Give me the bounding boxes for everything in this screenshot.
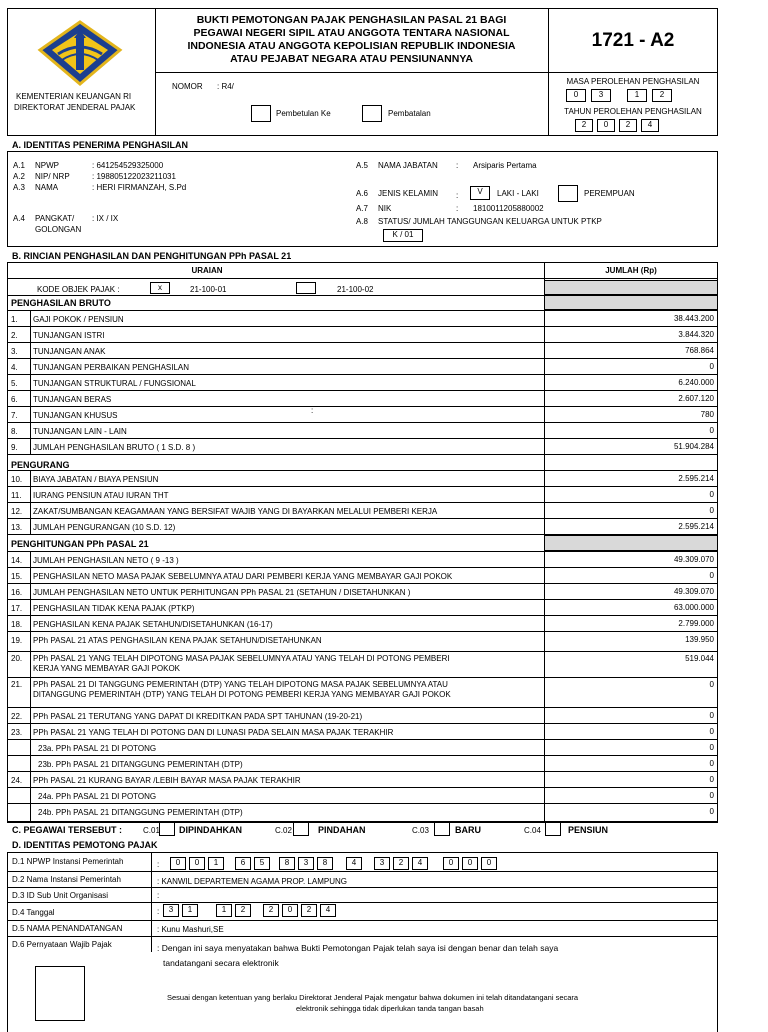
pindahan-checkbox[interactable]: [293, 822, 309, 836]
section-d-title: D. IDENTITAS PEMOTONG PAJAK: [12, 840, 158, 850]
row-amount: 0: [709, 743, 714, 752]
a4-label: PANGKAT/: [35, 214, 75, 223]
dipindahkan-checkbox[interactable]: [159, 822, 175, 836]
tanggal-digit: 2: [301, 904, 317, 917]
row-number: 3.: [11, 347, 18, 356]
row-label: PENGHASILAN TIDAK KENA PAJAK (PTKP): [33, 604, 195, 613]
male-label: LAKI - LAKI: [497, 189, 539, 198]
row-number: 19.: [11, 636, 23, 645]
tahun-digit: 2: [619, 119, 637, 132]
row-number: 10.: [11, 475, 23, 484]
signature-box: [35, 966, 85, 1021]
pembetulan-label: Pembetulan Ke: [276, 109, 331, 118]
female-checkbox[interactable]: [558, 185, 578, 202]
djp-logo: [36, 20, 124, 86]
row-label: PPh PASAL 21 KURANG BAYAR /LEBIH BAYAR MASA PAJAK TERAKHIR: [33, 776, 301, 785]
masa-digit: 1: [627, 89, 647, 102]
kode1-label: 21-100-01: [190, 285, 227, 294]
section-b-title: B. RINCIAN PENGHASILAN DAN PENGHITUNGAN PPh PASAL 21: [12, 251, 292, 261]
form-title-2: PEGAWAI NEGERI SIPIL ATAU ANGGOTA TENTARA NASIONAL: [193, 27, 510, 39]
row-number: 14.: [11, 556, 23, 565]
row-amount: 0: [709, 426, 714, 435]
a6-sep: :: [456, 191, 459, 200]
row-label: 23a. PPh PASAL 21 DI POTONG: [38, 744, 157, 753]
shade-pph: [544, 535, 718, 551]
row-label: GAJI POKOK / PENSIUN: [33, 315, 124, 324]
row-label: PPh PASAL 21 DI TANGGUNG PEMERINTAH (DTP) YANG TELAH DIPOTONG MASA PAJAK SEBELUMNYA ATAU: [33, 680, 448, 689]
pensiun-label: PENSIUN: [568, 825, 609, 835]
npwp-instansi-digit: 0: [462, 857, 478, 870]
kode-objek-label: KODE OBJEK PAJAK :: [37, 285, 120, 294]
row-label: TUNJANGAN STRUKTURAL / FUNGSIONAL: [33, 379, 196, 388]
row-amount: 49.309.070: [673, 587, 714, 596]
npwp-instansi-digit: 0: [170, 857, 186, 870]
pembatalan-label: Pembatalan: [388, 109, 431, 118]
pengurang-heading: PENGURANG: [11, 460, 70, 470]
npwp-instansi-digit: 8: [279, 857, 295, 870]
d4-colon: :: [157, 907, 160, 916]
pembatalan-checkbox[interactable]: [362, 105, 382, 122]
a5-code: A.5: [356, 161, 369, 170]
a4-code: A.4: [13, 214, 26, 223]
a2-code: A.2: [13, 172, 26, 181]
row-amount: 780: [700, 410, 714, 419]
npwp-instansi-digit: 1: [208, 857, 224, 870]
row-number: 7.: [11, 411, 18, 420]
tahun-digit: 0: [597, 119, 615, 132]
row-amount: 2.799.000: [678, 619, 714, 628]
penandatangan-value: : Kunu Mashuri,SE: [157, 925, 224, 934]
footer-line1: Sesuai dengan ketentuan yang berlaku Direktorat Jenderal Pajak mengatur bahwa dokumen ini telah ditandatangani secara: [167, 993, 579, 1002]
npwp-instansi-digit: 4: [412, 857, 428, 870]
row-label: PPh PASAL 21 TERUTANG YANG DAPAT DI KREDITKAN PADA SPT TAHUNAN (19-20-21): [33, 712, 363, 721]
row-amount: 0: [709, 571, 714, 580]
row-number: 18.: [11, 620, 23, 629]
row-number: 12.: [11, 507, 23, 516]
kode2-label: 21-100-02: [337, 285, 374, 294]
stray-colon: :: [311, 406, 314, 415]
tanggal-digit: 1: [182, 904, 198, 917]
nama-value: : HERI FIRMANZAH, S.Pd: [92, 183, 187, 192]
pph-heading: PENGHITUNGAN PPh PASAL 21: [11, 539, 149, 549]
row-amount: 2.595.214: [678, 522, 714, 531]
tahun-digit: 4: [641, 119, 659, 132]
a5-label: NAMA JABATAN: [378, 161, 438, 170]
a1-code: A.1: [13, 161, 26, 170]
row-label: JUMLAH PENGHASILAN NETO ( 9 -13 ): [33, 556, 179, 565]
a7-sep: :: [456, 204, 459, 213]
row-number: 21.: [11, 680, 23, 689]
row-number: 16.: [11, 588, 23, 597]
tanggal-digit: 2: [235, 904, 251, 917]
tanggal-digit: 0: [282, 904, 298, 917]
row-label: ZAKAT/SUMBANGAN KEAGAMAAN YANG BERSIFAT WAJIB YANG DI BAYARKAN MELALUI PEMBERI KERJA: [33, 507, 438, 516]
bruto-heading: PENGHASILAN BRUTO: [11, 298, 111, 308]
a7-code: A.7: [356, 204, 369, 213]
instansi-value: : KANWIL DEPARTEMEN AGAMA PROP. LAMPUNG: [157, 877, 347, 886]
row-label: TUNJANGAN LAIN - LAIN: [33, 427, 127, 436]
row-label: TUNJANGAN PERBAIKAN PENGHASILAN: [33, 363, 190, 372]
pembetulan-checkbox[interactable]: [251, 105, 271, 122]
tanggal-digit: 4: [320, 904, 336, 917]
npwp-instansi-digit: 0: [189, 857, 205, 870]
row-amount: 0: [709, 711, 714, 720]
npwp-instansi-digit: 0: [481, 857, 497, 870]
npwp-instansi-digit: 3: [374, 857, 390, 870]
row-number: 11.: [11, 491, 22, 500]
c03-code: C.03: [412, 826, 429, 835]
row-amount: 2.595.214: [678, 474, 714, 483]
npwp-instansi-digit: 8: [317, 857, 333, 870]
jabatan-value: Arsiparis Pertama: [473, 161, 537, 170]
row-number: 22.: [11, 712, 23, 721]
row-label: 23b. PPh PASAL 21 DITANGGUNG PEMERINTAH (DTP): [38, 760, 243, 769]
row-amount: 0: [709, 759, 714, 768]
row-number: 2.: [11, 331, 18, 340]
row-number: 15.: [11, 572, 23, 581]
row-label: IURANG PENSIUN ATAU IURAN THT: [33, 491, 169, 500]
tanggal-digit: 3: [163, 904, 179, 917]
d3-label: D.3 ID Sub Unit Organisasi: [12, 891, 109, 900]
shade-kode: [544, 280, 718, 295]
tanggal-digit: 1: [216, 904, 232, 917]
tahun-digit: 2: [575, 119, 593, 132]
masa-label: MASA PEROLEHAN PENGHASILAN: [566, 77, 700, 86]
pindahan-label: PINDAHAN: [318, 825, 366, 835]
row-amount: 0: [709, 791, 714, 800]
row-amount: 0: [709, 490, 714, 499]
npwp-instansi-digit: 3: [298, 857, 314, 870]
d5-label: D.5 NAMA PENANDATANGAN: [12, 924, 123, 933]
pernyataan-line1: : Dengan ini saya menyatakan bahwa Bukti Pemotongan Pajak telah saya isi dengan benar dan telah saya: [157, 943, 559, 953]
row-amount: 6.240.000: [678, 378, 714, 387]
footer-line2: elektronik sehingga tidak diperlukan tanda tangan basah: [296, 1004, 484, 1013]
d4-label: D.4 Tanggal: [12, 908, 55, 917]
a3-label: NAMA: [35, 183, 59, 192]
row-number: 20.: [11, 654, 23, 663]
row-label: TUNJANGAN KHUSUS: [33, 411, 118, 420]
a8-code: A.8: [356, 217, 369, 226]
row-amount: 0: [709, 727, 714, 736]
row-amount: 3.844.320: [678, 330, 714, 339]
a7-label: NIK: [378, 204, 392, 213]
row-label: PENGHASILAN KENA PAJAK SETAHUN/DISETAHUNKAN (16-17): [33, 620, 273, 629]
row-number: 6.: [11, 395, 18, 404]
pensiun-checkbox[interactable]: [545, 822, 561, 836]
masa-digit: 0: [566, 89, 586, 102]
a6-label: JENIS KELAMIN: [378, 189, 439, 198]
female-label: PEREMPUAN: [584, 189, 635, 198]
row-number: 9.: [11, 443, 18, 452]
d6-label: D.6 Pernyataan Wajib Pajak: [12, 940, 112, 949]
masa-digit: 3: [591, 89, 611, 102]
d1-colon: :: [157, 860, 160, 869]
row-amount: 49.309.070: [673, 555, 714, 564]
form-title-3: INDONESIA ATAU ANGGOTA KEPOLISIAN REPUBLIK INDONESIA: [187, 40, 516, 52]
form-title-1: BUKTI PEMOTONGAN PAJAK PENGHASILAN PASAL 21 BAGI: [196, 14, 507, 26]
a3-code: A.3: [13, 183, 26, 192]
row-label: JUMLAH PENGHASILAN NETO UNTUK PERHITUNGAN PPh PASAL 21 (SETAHUN / DISETAHUNKAN ): [33, 588, 411, 597]
npwp-instansi-digit: 6: [235, 857, 251, 870]
row-label-cont: KERJA YANG MEMBAYAR GAJI POKOK: [33, 664, 180, 673]
shade-bruto: [544, 295, 718, 310]
row-amount: 519.044: [685, 654, 714, 663]
org-subname: DIREKTORAT JENDERAL PAJAK: [14, 103, 136, 112]
npwp-value: : 641254529325000: [92, 161, 164, 170]
row-number: 13.: [11, 523, 23, 532]
npwp-instansi-digit: 4: [346, 857, 362, 870]
row-label: 24b. PPh PASAL 21 DITANGGUNG PEMERINTAH (DTP): [38, 808, 243, 817]
row-number: 8.: [11, 427, 18, 436]
form-title-4: ATAU PEJABAT NEGARA ATAU PENSIUNANNYA: [230, 53, 473, 65]
row-amount: 139.950: [685, 635, 714, 644]
row-amount: 0: [709, 362, 714, 371]
tahun-label: TAHUN PEROLEHAN PENGHASILAN: [564, 107, 702, 116]
form-code: 1721 - A2: [591, 30, 675, 51]
npwp-instansi-digit: 5: [254, 857, 270, 870]
row-number: 1.: [11, 315, 18, 324]
row-label: PPh PASAL 21 YANG TELAH DI POTONG DAN DI LUNASI PADA SELAIN MASA PAJAK TERAKHIR: [33, 728, 394, 737]
row-number: 5.: [11, 379, 18, 388]
c01-code: C.01: [143, 826, 160, 835]
a2-label: NIP/ NRP: [35, 172, 70, 181]
row-number: 23.: [11, 728, 23, 737]
npwp-instansi-digit: 0: [443, 857, 459, 870]
d2-label: D.2 Nama Instansi Pemerintah: [12, 875, 121, 884]
col-jumlah-header: JUMLAH (Rp): [605, 266, 657, 275]
row-label: JUMLAH PENGHASILAN BRUTO ( 1 S.D. 8 ): [33, 443, 196, 452]
row-label-cont: DITANGGUNG PEMERINTAH (DTP) YANG TELAH DI POTONG PEMBERI KERJA YANG MEMBAYAR GAJI POKOK: [33, 690, 451, 699]
tanggal-digit: 2: [263, 904, 279, 917]
a6-code: A.6: [356, 189, 369, 198]
baru-label: BARU: [455, 825, 481, 835]
row-label: JUMLAH PENGURANGAN (10 S.D. 12): [33, 523, 176, 532]
dipindahkan-label: DIPINDAHKAN: [179, 825, 242, 835]
d3-colon: :: [157, 891, 160, 900]
section-a-title: A. IDENTITAS PENERIMA PENGHASILAN: [12, 140, 189, 150]
row-amount: 0: [709, 680, 714, 689]
row-label: PPh PASAL 21 ATAS PENGHASILAN KENA PAJAK SETAHUN/DISETAHUNKAN: [33, 636, 322, 645]
pernyataan-line2: tandatangani secara elektronik: [163, 958, 279, 968]
ptkp-status: K / 01: [383, 229, 423, 242]
row-label: TUNJANGAN ISTRI: [33, 331, 105, 340]
pangkat-value: : IX / IX: [92, 214, 119, 223]
row-amount: 38.443.200: [673, 314, 714, 323]
a1-label: NPWP: [35, 161, 59, 170]
nomor-label: NOMOR: [172, 82, 203, 91]
row-label: TUNJANGAN BERAS: [33, 395, 112, 404]
baru-checkbox[interactable]: [434, 822, 450, 836]
c04-code: C.04: [524, 826, 541, 835]
male-checkbox[interactable]: V: [470, 186, 490, 200]
org-name: KEMENTERIAN KEUANGAN RI: [16, 92, 132, 101]
masa-digit: 2: [652, 89, 672, 102]
row-amount: 51.904.284: [673, 442, 714, 451]
row-number: 4.: [11, 363, 18, 372]
d1-label: D.1 NPWP Instansi Pemerintah: [12, 857, 124, 866]
c02-code: C.02: [275, 826, 292, 835]
col-uraian-header: URAIAN: [191, 266, 223, 275]
npwp-instansi-digit: 2: [393, 857, 409, 870]
nik-value: 1810011205880002: [473, 204, 544, 213]
row-amount: 0: [709, 807, 714, 816]
a8-label: STATUS/ JUMLAH TANGGUNGAN KELUARGA UNTUK PTKP: [378, 217, 602, 226]
row-number: 24.: [11, 776, 23, 785]
kode2-checkbox[interactable]: [296, 282, 316, 294]
row-label: BIAYA JABATAN / BIAYA PENSIUN: [33, 475, 159, 484]
row-label: PENGHASILAN NETO MASA PAJAK SEBELUMNYA ATAU DARI PEMBERI KERJA YANG MEMBAYAR GAJI POKOK: [33, 572, 453, 581]
row-amount: 768.864: [685, 346, 714, 355]
a5-sep: :: [456, 161, 459, 170]
row-amount: 0: [709, 506, 714, 515]
row-label: TUNJANGAN ANAK: [33, 347, 106, 356]
kode1-checkbox[interactable]: x: [150, 282, 170, 294]
row-amount: 2.607.120: [678, 394, 714, 403]
nip-value: : 198805122023211031: [92, 172, 176, 181]
nomor-value: : R4/: [217, 82, 234, 91]
row-number: 17.: [11, 604, 23, 613]
a4-label2: GOLONGAN: [35, 225, 82, 234]
row-amount: 0: [709, 775, 714, 784]
row-label: PPh PASAL 21 YANG TELAH DIPOTONG MASA PAJAK SEBELUMNYA ATAU YANG TELAH DI POTONG PEMBERI: [33, 654, 450, 663]
section-c-title: C. PEGAWAI TERSEBUT :: [12, 825, 123, 835]
row-label: 24a. PPh PASAL 21 DI POTONG: [38, 792, 157, 801]
row-amount: 63.000.000: [673, 603, 714, 612]
